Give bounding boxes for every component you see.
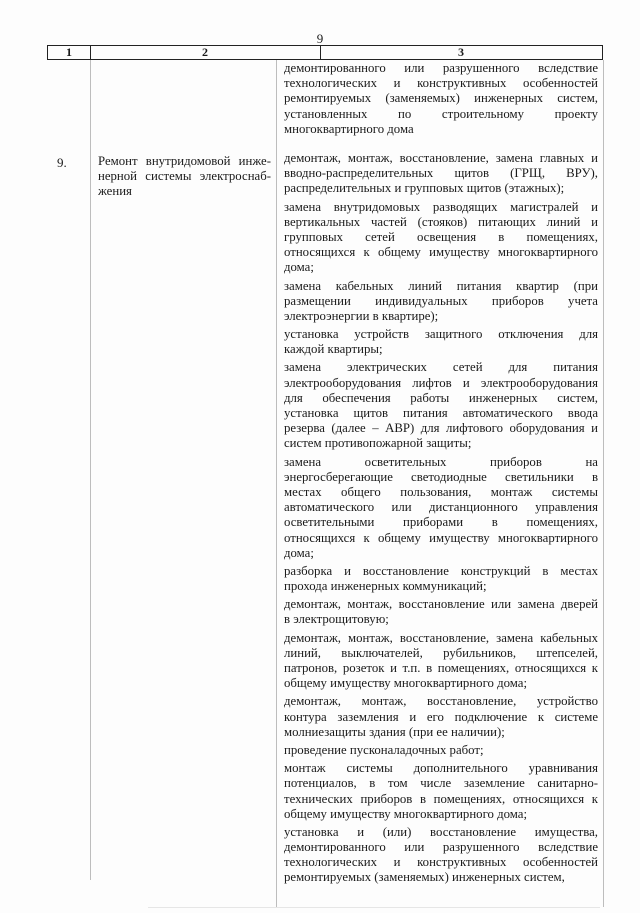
work-entry bbox=[284, 825, 598, 886]
work-entry bbox=[284, 631, 598, 692]
continuation-line: технологических и конструктивных особенностей bbox=[284, 76, 598, 91]
work-line: замена электрических сетей для питания bbox=[284, 360, 598, 375]
work-line: дома; bbox=[284, 545, 314, 560]
work-line: прохода инженерных коммуникаций; bbox=[284, 579, 487, 594]
work-line: энергосберегающие светодиодные светильники в bbox=[284, 469, 598, 484]
work-line: вводно-распределительных щитов (ГРЩ, ВРУ), bbox=[284, 166, 598, 181]
continuation-line: установленных по строительному проекту bbox=[284, 106, 598, 121]
work-line: демонтаж, монтаж, восстановление, устройство bbox=[284, 694, 598, 709]
work-line: установка и (или) восстановление имущества, bbox=[284, 824, 598, 839]
continuation-line: демонтированного или разрушенного вследствие bbox=[284, 61, 598, 75]
previous-item-continuation bbox=[284, 61, 598, 137]
work-line: размещении индивидуальных приборов учета bbox=[284, 293, 598, 308]
work-line: местах общего пользования, монтаж системы bbox=[284, 484, 598, 499]
item-number: 9. bbox=[57, 155, 67, 170]
work-line: распределительных и групповых щитов (этажных); bbox=[284, 181, 565, 196]
work-line: монтаж системы дополнительного уравнивания bbox=[284, 761, 598, 776]
work-line: замена внутридомовых разводящих магистралей и bbox=[284, 199, 598, 214]
work-entry bbox=[284, 200, 598, 276]
work-line: вертикальных частей (стояков) питающих линий и bbox=[284, 214, 598, 229]
column-header-3: 3 bbox=[458, 45, 464, 59]
work-entry bbox=[284, 743, 598, 758]
page-bottom-rule bbox=[148, 907, 600, 908]
work-line: резерва (далее – АВР) для лифтового оборудования и bbox=[284, 421, 598, 436]
work-entry bbox=[284, 360, 598, 451]
work-line: для обеспечения работы инженерных систем, bbox=[284, 390, 598, 405]
work-line: проведение пусконаладочных работ; bbox=[284, 742, 484, 757]
table-header-row bbox=[47, 45, 603, 60]
item-name-line: Ремонт внутридомовой инже- bbox=[98, 154, 271, 168]
work-line: общему имуществу многоквартирного дома; bbox=[284, 806, 528, 821]
work-line: систем противопожарной защиты; bbox=[284, 436, 472, 451]
work-line: ремонтируемых (заменяемых) инженерных систем, bbox=[284, 870, 565, 885]
continuation-line: ремонтируемых (заменяемых) инженерных систем, bbox=[284, 91, 598, 106]
work-line: осветительными приборами в помещениях, bbox=[284, 515, 598, 530]
work-line: технологических и конструктивных особенностей bbox=[284, 855, 598, 870]
work-line: демонтированного или разрушенного вследствие bbox=[284, 840, 598, 855]
work-entry bbox=[284, 761, 598, 822]
work-line: установка щитов питания автоматического ввода bbox=[284, 406, 598, 420]
work-line: электрооборудования лифтов и электрооборудования bbox=[284, 375, 598, 390]
work-entry bbox=[284, 694, 598, 740]
work-entry bbox=[284, 597, 598, 627]
work-line: молниезащиты здания (при ее наличии); bbox=[284, 724, 505, 739]
work-line: замена кабельных линий питания квартир (при bbox=[284, 278, 598, 293]
page-number: 9 bbox=[316, 31, 324, 46]
work-line: каждой квартиры; bbox=[284, 342, 383, 357]
work-line: электроэнергии в квартире); bbox=[284, 308, 439, 323]
item-name-line: жения bbox=[98, 184, 132, 199]
work-line: линий, выключателей, рубильников, штепселей, bbox=[284, 645, 598, 660]
works-list bbox=[284, 151, 598, 889]
work-line: дома; bbox=[284, 260, 314, 275]
column-divider-3 bbox=[603, 60, 604, 907]
item-name bbox=[98, 154, 271, 200]
work-entry bbox=[284, 564, 598, 594]
work-line: в электрощитовую; bbox=[284, 612, 389, 627]
work-entry bbox=[284, 455, 598, 561]
work-line: замена осветительных приборов на bbox=[284, 454, 598, 469]
work-entry bbox=[284, 279, 598, 325]
work-entry bbox=[284, 327, 598, 357]
work-line: демонтаж, монтаж, восстановление, замена кабельных bbox=[284, 630, 598, 645]
work-line: потенциалов, в том числе заземление санитарно- bbox=[284, 776, 598, 791]
work-line: демонтаж, монтаж, восстановление, замена главных и bbox=[284, 151, 598, 165]
work-line: относящихся к общему имуществу многоквартирного bbox=[284, 530, 598, 545]
work-line: автоматического или дистанционного управления bbox=[284, 500, 598, 515]
work-line: групповых сетей освещения в помещениях, bbox=[284, 229, 598, 244]
work-line: установка устройств защитного отключения для bbox=[284, 327, 598, 342]
column-divider-1 bbox=[90, 60, 91, 880]
work-entry bbox=[284, 151, 598, 197]
work-line: разборка и восстановление конструкций в местах bbox=[284, 563, 598, 578]
work-line: технических приборов в помещениях, относящихся к bbox=[284, 791, 598, 806]
work-line: патронов, розеток и т.п. в помещениях, относящихся к bbox=[284, 661, 598, 675]
work-line: относящихся к общему имуществу многоквартирного bbox=[284, 245, 598, 260]
column-divider-2 bbox=[276, 60, 277, 907]
work-line: общему имуществу многоквартирного дома; bbox=[284, 676, 528, 691]
column-header-2: 2 bbox=[90, 46, 321, 59]
column-header-1: 1 bbox=[48, 46, 91, 59]
item-name-line: нерной системы электроснаб- bbox=[98, 169, 271, 184]
work-line: контура заземления и его подключение к системе bbox=[284, 709, 598, 724]
work-line: демонтаж, монтаж, восстановление или замена дверей bbox=[284, 597, 598, 612]
continuation-line: многоквартирного дома bbox=[284, 121, 414, 136]
